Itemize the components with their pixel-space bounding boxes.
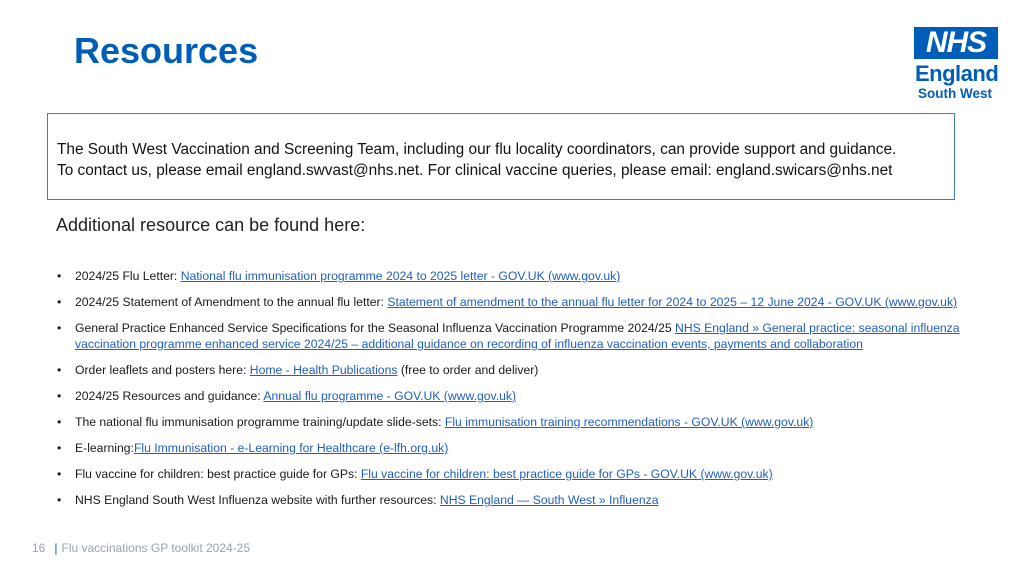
resources-heading: Additional resource can be found here:: [56, 215, 366, 235]
footer-separator: |: [54, 541, 58, 555]
resource-prefix: 2024/25 Resources and guidance:: [75, 389, 264, 403]
page-number: 16: [32, 541, 46, 555]
resource-item-children-guide: [56, 466, 966, 482]
resource-item-enhanced-service: [56, 320, 966, 352]
resource-prefix: 2024/25 Statement of Amendment to the annual flu letter:: [75, 295, 388, 309]
resource-item-elearning: [56, 440, 966, 456]
resource-prefix: Flu vaccine for children: best practice guide for GPs:: [75, 467, 361, 481]
flu-letter-link[interactable]: National flu immunisation programme 2024 to 2025 letter - GOV.UK (www.gov.uk): [180, 269, 621, 283]
logo-org-name: England: [915, 61, 999, 86]
resource-item-sw-influenza: [56, 492, 966, 508]
sw-influenza-link[interactable]: NHS England — South West » Influenza: [439, 493, 659, 507]
resource-prefix: NHS England South West Influenza website with further resources:: [75, 493, 440, 507]
resource-prefix: 2024/25 Flu Letter:: [75, 269, 181, 283]
enhanced-service-link[interactable]: NHS England » General practice: seasonal influenza vaccination programme enhanced service 2024/25 – additional guidance on recording of influenza vaccination events, payments and collaboration: [75, 321, 960, 351]
resource-prefix: General Practice Enhanced Service Specifications for the Seasonal Influenza Vaccination Programme 2024/25: [75, 321, 676, 335]
resource-prefix: Order leaflets and posters here:: [75, 363, 250, 377]
resource-item-guidance: [56, 388, 966, 404]
logo-region-name: South West: [918, 86, 992, 101]
contact-info-box: [47, 113, 955, 200]
resource-prefix: The national flu immunisation programme training/update slide-sets:: [75, 415, 445, 429]
resource-item-amendment: [56, 294, 966, 310]
nhs-logo-mark: NHS: [914, 27, 998, 59]
page-footer: [32, 541, 250, 555]
resource-list: [56, 268, 966, 518]
annual-flu-programme-link[interactable]: Annual flu programme - GOV.UK (www.gov.uk): [263, 389, 517, 403]
elearning-link[interactable]: Flu Immunisation - e-Learning for Healthcare (e-lfh.org.uk): [133, 441, 449, 455]
resource-item-leaflets: [56, 362, 966, 378]
contact-line-2: To contact us, please email england.swvast@nhs.net. For clinical vaccine queries, please email: england.swicars@nhs.net: [57, 162, 893, 179]
resource-prefix: E-learning:: [75, 441, 134, 455]
amendment-letter-link[interactable]: Statement of amendment to the annual flu letter for 2024 to 2025 – 12 June 2024 - GOV.UK (www.gov.uk): [387, 295, 958, 309]
children-guide-link[interactable]: Flu vaccine for children: best practice guide for GPs - GOV.UK (www.gov.uk): [360, 467, 773, 481]
resource-suffix: (free to order and deliver): [397, 363, 539, 377]
resource-item-training: [56, 414, 966, 430]
training-recommendations-link[interactable]: Flu immunisation training recommendations - GOV.UK (www.gov.uk): [444, 415, 814, 429]
nhs-england-logo: [914, 27, 1002, 101]
health-publications-link[interactable]: Home - Health Publications: [249, 363, 398, 377]
page-title: Resources: [74, 30, 259, 71]
footer-doc-title: Flu vaccinations GP toolkit 2024-25: [61, 541, 251, 555]
contact-line-1: The South West Vaccination and Screening Team, including our flu locality coordinators, can provide support and guidance.: [57, 141, 897, 158]
resource-item-flu-letter: [56, 268, 966, 284]
